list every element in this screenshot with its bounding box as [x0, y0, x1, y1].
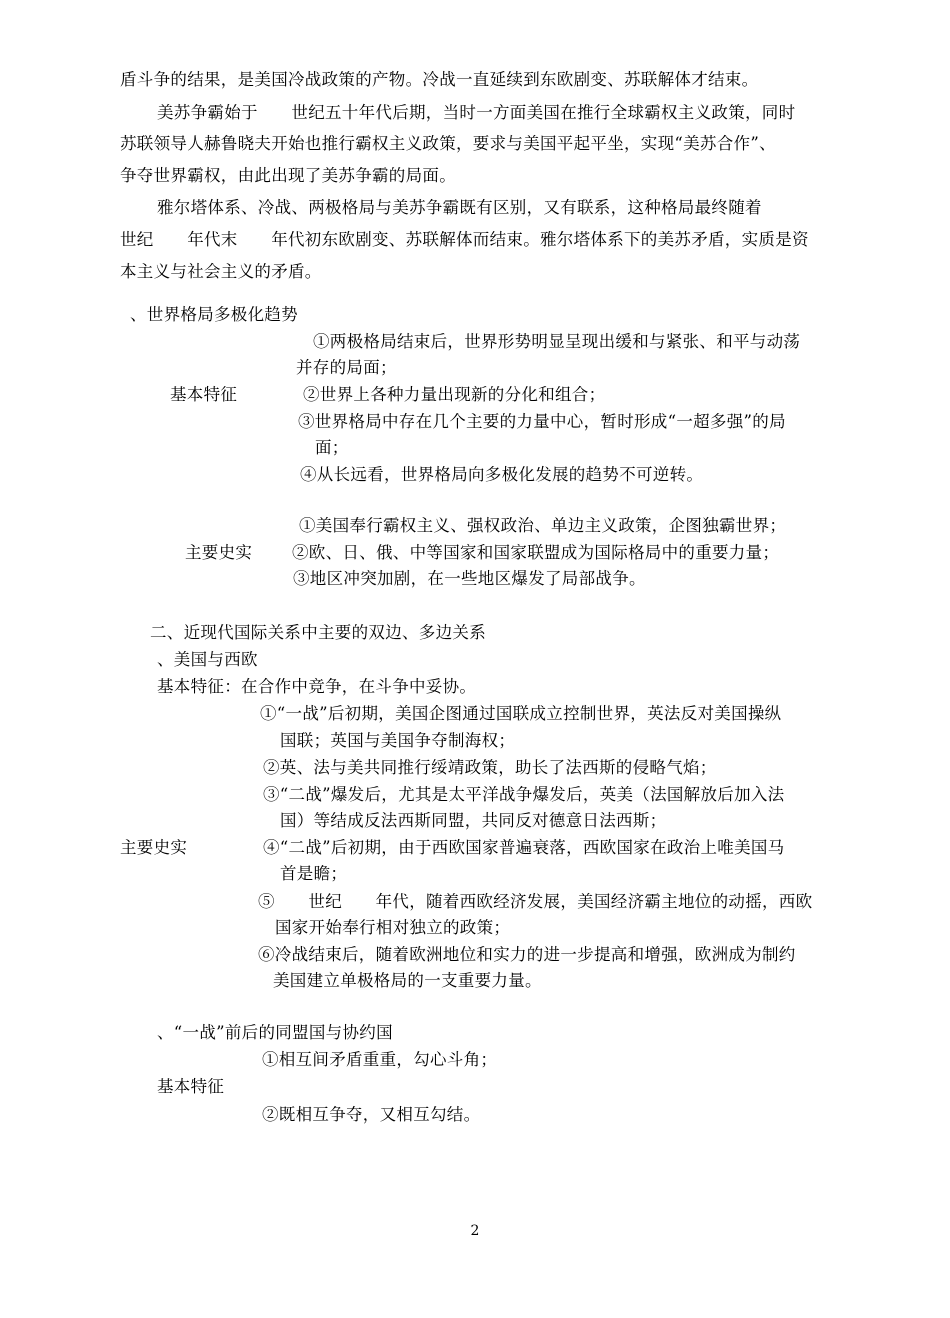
us-europe-fact-2: ②英、法与美共同推行绥靖政策，助长了法西斯的侵略气焰；	[263, 758, 717, 777]
section-two-sub1: 、美国与西欧	[157, 650, 258, 669]
us-europe-fact-4b: 首是瞻；	[280, 864, 348, 883]
multipolar-heading: 、世界格局多极化趋势	[130, 305, 298, 324]
us-europe-fact-6b: 美国建立单极格局的一支重要力量。	[273, 971, 542, 990]
multipolar-facts-label: 主要史实	[185, 543, 253, 562]
section-two-heading: 二、近现代国际关系中主要的双边、多边关系	[150, 623, 486, 642]
intro-para3-line-2: 世纪 年代末 年代初东欧剧变、苏联解体而结束。雅尔塔体系下的美苏矛盾，实质是资	[120, 230, 809, 249]
us-europe-fact-3a: ③“二战”爆发后，尤其是太平洋战争爆发后，英美（法国解放后加入法	[263, 785, 785, 804]
multipolar-basic-4: ④从长远看，世界格局向多极化发展的趋势不可逆转。	[300, 465, 704, 484]
multipolar-facts-1: ①美国奉行霸权主义、强权政治、单边主义政策，企图独霸世界；	[299, 516, 787, 535]
multipolar-basic-1a: ①两极格局结束后，世界形势明显呈现出缓和与紧张、和平与动荡	[313, 332, 801, 351]
us-europe-fact-5a: ⑤ 世纪 年代，随着西欧经济发展，美国经济霸主地位的动摇，西欧	[258, 892, 813, 911]
intro-para2-line-3: 争夺世界霸权，由此出现了美苏争霸的局面。	[120, 166, 456, 185]
us-europe-fact-5b: 国家开始奉行相对独立的政策；	[275, 918, 511, 937]
section-two-basic: 基本特征：在合作中竞争，在斗争中妥协。	[157, 677, 477, 696]
intro-para2-line-1: 美苏争霸始于 世纪五十年代后期，当时一方面美国在推行全球霸权主义政策，同时	[157, 103, 796, 122]
multipolar-basic-label: 基本特征	[170, 385, 238, 404]
alliances-fact-1: ①相互间矛盾重重，勾心斗角；	[262, 1050, 498, 1069]
multipolar-basic-1b: 并存的局面；	[296, 358, 397, 377]
section-two-sub2: 、“一战”前后的同盟国与协约国	[157, 1023, 393, 1042]
alliances-basic-label: 基本特征	[157, 1077, 225, 1096]
multipolar-basic-3b: 面；	[315, 438, 349, 457]
us-europe-fact-1a: ①“一战”后初期，美国企图通过国联成立控制世界，英法反对美国操纵	[260, 704, 782, 723]
multipolar-facts-3: ③地区冲突加剧，在一些地区爆发了局部战争。	[293, 569, 646, 588]
alliances-fact-2: ②既相互争夺，又相互勾结。	[262, 1105, 481, 1124]
multipolar-facts-2: ②欧、日、俄、中等国家和国家联盟成为国际格局中的重要力量；	[292, 543, 780, 562]
us-europe-fact-6a: ⑥冷战结束后，随着欧洲地位和实力的进一步提高和增强，欧洲成为制约	[258, 945, 796, 964]
us-europe-facts-label: 主要史实	[120, 838, 188, 857]
us-europe-fact-4a: ④“二战”后初期，由于西欧国家普遍衰落，西欧国家在政治上唯美国马	[263, 838, 785, 857]
multipolar-basic-2: ②世界上各种力量出现新的分化和组合；	[303, 385, 606, 404]
page-number: 2	[470, 1223, 480, 1239]
intro-line-1: 盾斗争的结果，是美国冷战政策的产物。冷战一直延续到东欧剧变、苏联解体才结束。	[120, 70, 759, 89]
intro-para3-line-1: 雅尔塔体系、冷战、两极格局与美苏争霸既有区别，又有联系，这种格局最终随着	[157, 198, 762, 217]
us-europe-fact-3b: 国）等结成反法西斯同盟，共同反对德意日法西斯；	[280, 811, 667, 830]
us-europe-fact-1b: 国联；英国与美国争夺制海权；	[280, 731, 516, 750]
intro-para2-line-2: 苏联领导人赫鲁晓夫开始也推行霸权主义政策，要求与美国平起平坐，实现“美苏合作”、	[120, 134, 776, 153]
multipolar-basic-3a: ③世界格局中存在几个主要的力量中心，暂时形成“一超多强”的局	[298, 412, 786, 431]
intro-para3-line-3: 本主义与社会主义的矛盾。	[120, 262, 322, 281]
